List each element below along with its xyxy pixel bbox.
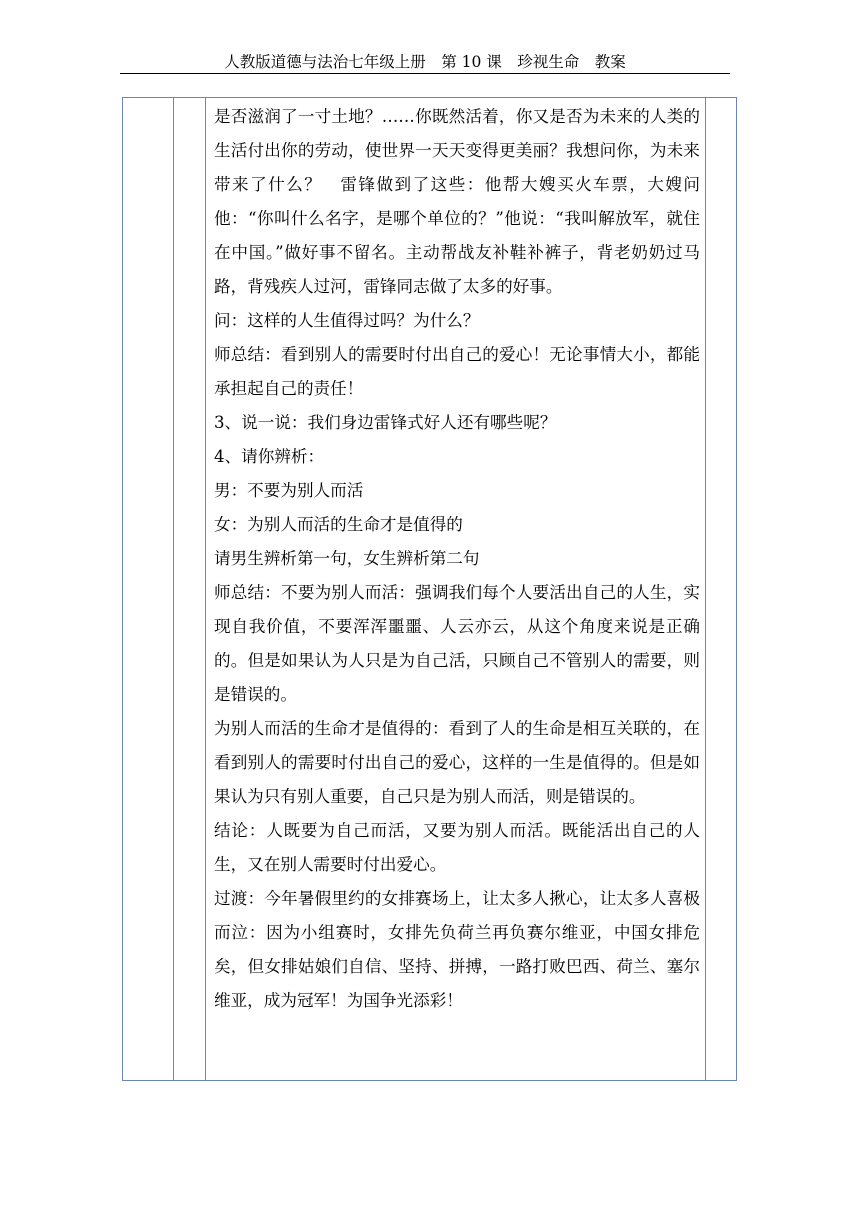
paragraph: 男：不要为别人而活 bbox=[214, 481, 364, 500]
paragraph: 结论：人既要为自己而活，又要为别人而活。既能活出自己的人生，又在别人需要时付出爱心。 bbox=[214, 821, 700, 874]
paragraph: 师总结：看到别人的需要时付出自己的爱心！无论事情大小，都能承担起自己的责任！ bbox=[214, 345, 700, 398]
column-divider-3 bbox=[705, 98, 706, 1080]
column-divider-2 bbox=[205, 98, 206, 1080]
lesson-content bbox=[214, 100, 700, 1018]
paragraph: 过渡：今年暑假里约的女排赛场上，让太多人揪心，让太多人喜极而泣：因为小组赛时，女排先负荷兰再负赛尔维亚，中国女排危矣，但女排姑娘们自信、坚持、拼搏，一路打败巴西、荷兰、塞尔维亚，成为冠军！为国争光添彩！ bbox=[214, 889, 700, 1010]
paragraph: 为别人而活的生命才是值得的：看到了人的生命是相互关联的，在看到别人的需要时付出自己的爱心，这样的一生是值得的。但是如果认为只有别人重要，自己只是为别人而活，则是错误的。 bbox=[214, 719, 700, 806]
paragraph: 3、说一说：我们身边雷锋式好人还有哪些呢？ bbox=[214, 413, 557, 432]
paragraph: 是否滋润了一寸土地？……你既然活着，你又是否为未来的人类的生活付出你的劳动，使世界一天天变得更美丽？我想问你，为未来带来了什么？ 雷锋做到了这些：他帮大嫂买火车票，大嫂问他：“你叫什么名字，是哪个单位的？”他说：“我叫解放军，就住在中国。”做好事不留名。主动帮战友补鞋补裤子，背老奶奶过马路，背残疾人过河，雷锋同志做了太多的好事。 bbox=[214, 107, 700, 296]
paragraph: 请男生辨析第一句，女生辨析第二句 bbox=[214, 549, 480, 568]
paragraph: 师总结：不要为别人而活：强调我们每个人要活出自己的人生，实现自我价值，不要浑浑噩噩、人云亦云，从这个角度来说是正确的。但是如果认为人只是为自己活，只顾自己不管别人的需要，则是错误的。 bbox=[214, 583, 700, 704]
paragraph: 女：为别人而活的生命才是值得的 bbox=[214, 515, 463, 534]
paragraph: 问：这样的人生值得过吗？为什么？ bbox=[214, 311, 480, 330]
paragraph: 4、请你辨析： bbox=[214, 447, 325, 466]
header-rule bbox=[120, 73, 730, 74]
page-header: 人教版道德与法治七年级上册 第 10 课 珍视生命 教案 bbox=[224, 53, 626, 71]
column-divider-1 bbox=[173, 98, 174, 1080]
